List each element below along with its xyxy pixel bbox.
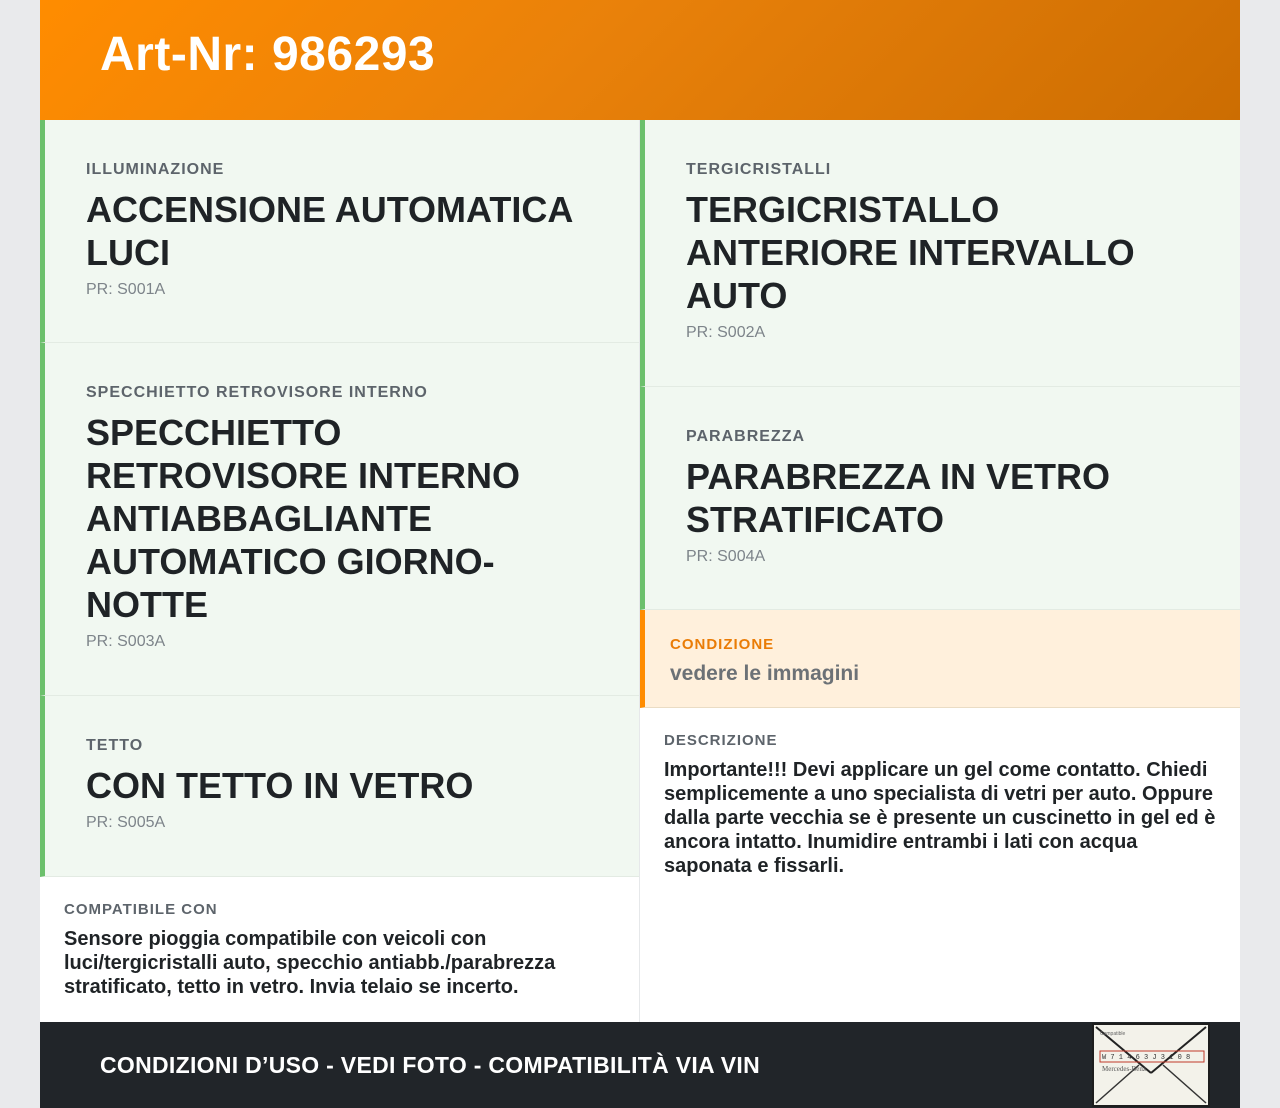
thumbnail-vin: W 7 1 4 6 3 J 3 1 0 8 <box>1102 1054 1191 1062</box>
spec-pr-code: PR: S001A <box>86 281 166 298</box>
description-label: DESCRIZIONE <box>664 732 778 749</box>
product-sheet <box>40 0 1240 1108</box>
header-bar <box>40 0 1240 120</box>
spec-card-tergicristalli <box>640 120 1240 387</box>
spec-label: PARABREZZA <box>686 428 806 445</box>
compatible-text: Sensore pioggia compatibile con veicoli con luci/tergicristalli auto, specchio antiabb./parabrezza stratificato, tetto in vetro. Invia telaio se incerto. <box>64 928 556 998</box>
spec-pr-code: PR: S003A <box>86 633 166 650</box>
compatible-label: COMPATIBILE CON <box>64 901 218 918</box>
spec-card-parabrezza <box>640 387 1240 610</box>
spec-value: CON TETTO IN VETRO <box>86 765 474 806</box>
article-number-title: Art-Nr: 986293 <box>100 27 436 81</box>
spec-label: TERGICRISTALLI <box>686 161 832 178</box>
spec-label: SPECCHIETTO RETROVISORE INTERNO <box>86 384 428 401</box>
spec-pr-code: PR: S004A <box>686 548 766 565</box>
spec-value: PARABREZZA IN VETRO STRATIFICATO <box>686 456 1111 540</box>
spec-pr-code: PR: S002A <box>686 324 766 341</box>
description-section <box>640 708 1240 878</box>
spec-label: ILLUMINAZIONE <box>86 161 225 178</box>
envelope-thumbnail-icon <box>1094 1025 1208 1105</box>
spec-grid <box>40 120 1240 1022</box>
spec-value: ACCENSIONE AUTOMATICA LUCI <box>86 189 572 273</box>
thumbnail-caption: Compatible <box>1100 1031 1126 1037</box>
description-text: Importante!!! Devi applicare un gel come contatto. Chiedi semplicemente a uno specialista di vetri per auto. Oppure dalla parte vecchia se è presente un cuscinetto in gel ed è ancora intatto. Inumidire entrambi i lati con acqua saponata e fissarli. <box>664 759 1216 877</box>
spec-card-tetto <box>40 696 639 877</box>
spec-value: SPECCHIETTO RETROVISORE INTERNO ANTIABBAGLIANTE AUTOMATICO GIORNO-NOTTE <box>86 412 521 625</box>
condition-box <box>640 610 1240 708</box>
product-thumbnail[interactable] <box>1092 1023 1210 1107</box>
spec-value: TERGICRISTALLO ANTERIORE INTERVALLO AUTO <box>686 189 1135 316</box>
right-column <box>640 120 1240 1022</box>
left-column <box>40 120 640 1022</box>
spec-card-specchietto <box>40 343 639 696</box>
condition-label: CONDIZIONE <box>670 636 775 653</box>
condition-value: vedere le immagini <box>670 662 860 685</box>
footer-bar <box>40 1022 1240 1108</box>
spec-pr-code: PR: S005A <box>86 814 166 831</box>
spec-card-illuminazione <box>40 120 639 343</box>
compatible-section <box>40 877 639 999</box>
spec-label: TETTO <box>86 737 144 754</box>
footer-text: CONDIZIONI D’USO - VEDI FOTO - COMPATIBILITÀ VIA VIN <box>100 1051 761 1078</box>
thumbnail-brand: Mercedes-Benz <box>1102 1065 1146 1073</box>
